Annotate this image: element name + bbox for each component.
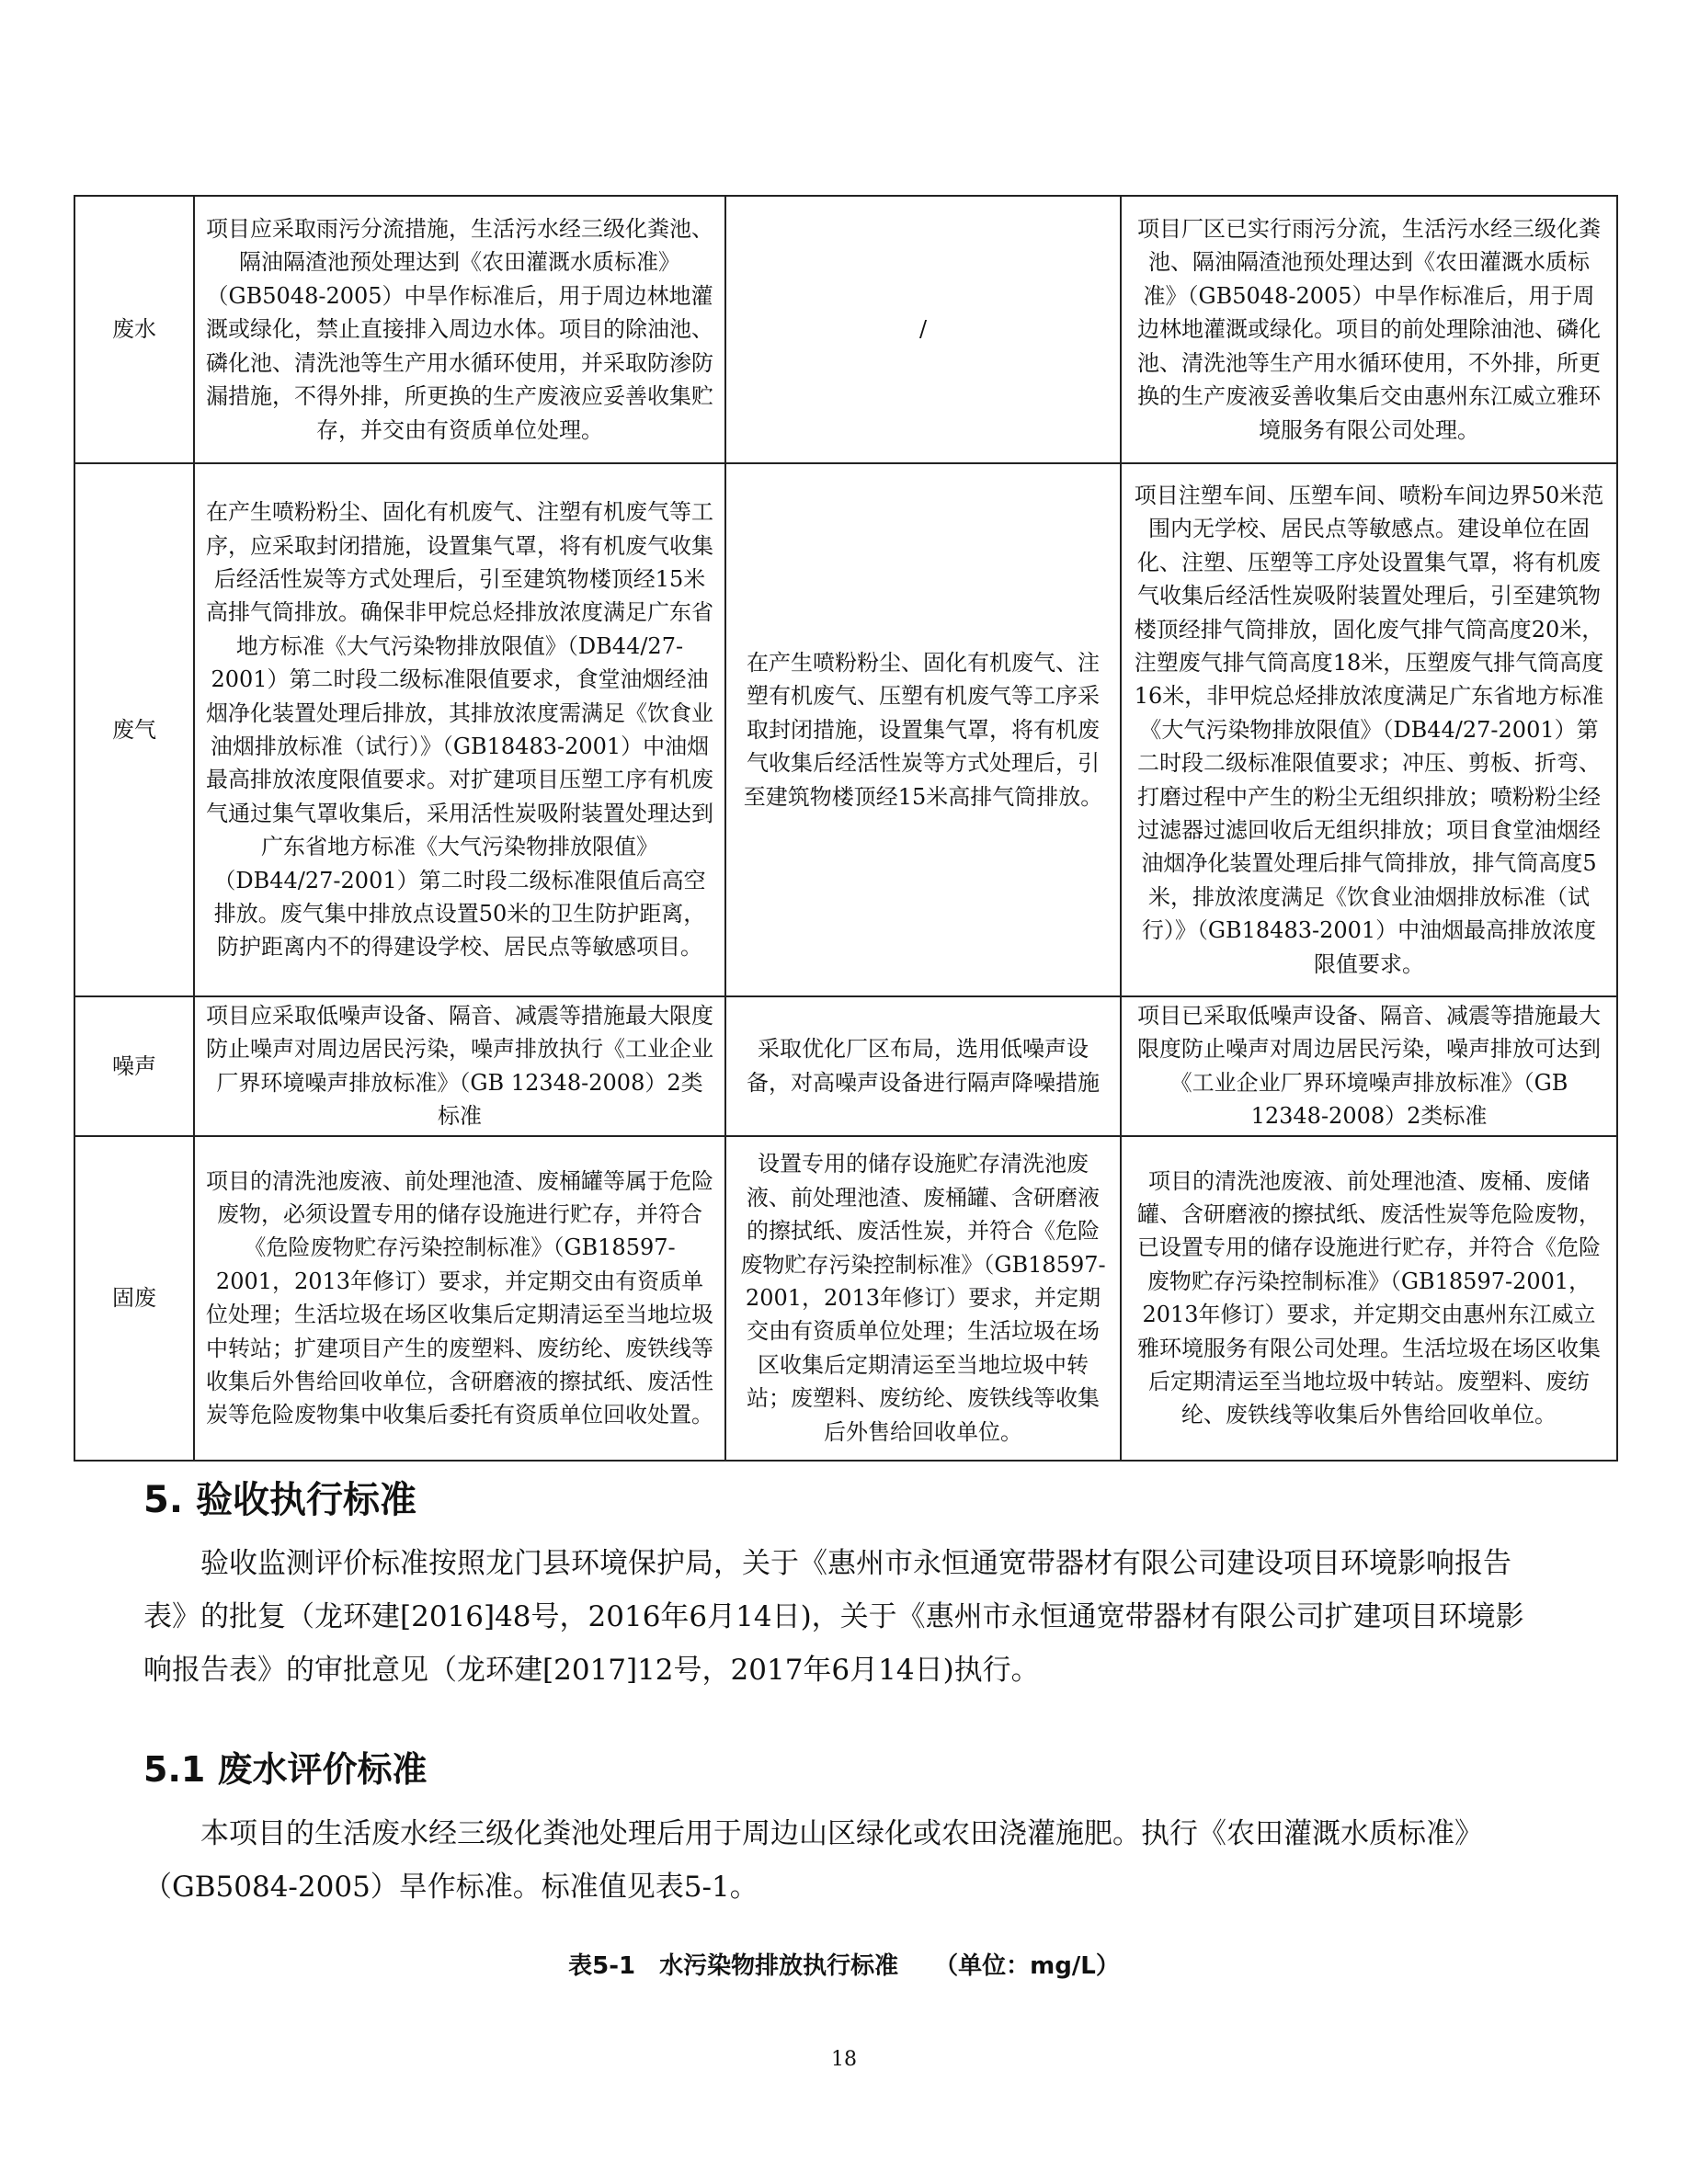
requirement-cell: 项目应采取低噪声设备、隔音、减震等措施最大限度防止噪声对周边居民污染，噪声排放执行《工业企业厂界环境噪声排放标准》（GB 12348-2008）2类标准: [194, 996, 725, 1136]
environmental-measures-table: [74, 195, 1618, 1462]
table-row-wastewater: [74, 196, 1617, 463]
status-cell: 项目注塑车间、压塑车间、喷粉车间边界50米范围内无学校、居民点等敏感点。建设单位在固化、注塑、压塑等工序处设置集气罩，将有机废气收集后经活性炭吸附装置处理后，引至建筑物楼顶经排气筒排放，固化废气排气筒高度20米，注塑废气排气筒高度18米，压塑废气排气筒高度16米，非甲烷总烃排放浓度满足广东省地方标准《大气污染物排放限值》（DB44/27-2001）第二时段二级标准限值要求；冲压、剪板、折弯、打磨过程中产生的粉尘无组织排放；喷粉粉尘经过滤器过滤回收后无组织排放；项目食堂油烟经油烟净化装置处理后排气筒排放，排气筒高度5米，排放浓度满足《饮食业油烟排放标准（试行）》（GB18483-2001）中油烟最高排放浓度限值要求。: [1121, 463, 1617, 996]
category-cell: 固废: [74, 1136, 194, 1461]
table-row-noise: [74, 996, 1617, 1136]
expansion-cell: 设置专用的储存设施贮存清洗池废液、前处理池渣、废桶罐、含研磨液的擦拭纸、废活性炭，并符合《危险废物贮存污染控制标准》（GB18597-2001，2013年修订）要求，并定期交由有资质单位处理；生活垃圾在场区收集后定期清运至当地垃圾中转站；废塑料、废纺纶、废铁线等收集后外售给回收单位。: [725, 1136, 1121, 1461]
status-cell: 项目已采取低噪声设备、隔音、减震等措施最大限度防止噪声对周边居民污染，噪声排放可达到《工业企业厂界环境噪声排放标准》（GB 12348-2008）2类标准: [1121, 996, 1617, 1136]
category-cell: 噪声: [74, 996, 194, 1136]
table-5-1-caption: 表5-1 水污染物排放执行标准 （单位：mg/L）: [568, 1952, 1120, 1980]
category-cell: 废气: [74, 463, 194, 996]
expansion-cell: 采取优化厂区布局，选用低噪声设备，对高噪声设备进行隔声降噪措施: [725, 996, 1121, 1136]
section-5-heading: 5. 验收执行标准: [143, 1479, 416, 1521]
requirement-cell: 在产生喷粉粉尘、固化有机废气、注塑有机废气等工序，应采取封闭措施，设置集气罩，将有机废气收集后经活性炭等方式处理后，引至建筑物楼顶经15米高排气筒排放。确保非甲烷总烃排放浓度满足广东省地方标准《大气污染物排放限值》（DB44/27-2001）第二时段二级标准限值要求，食堂油烟经油烟净化装置处理后排放，其排放浓度需满足《饮食业油烟排放标准（试行）》（GB18483-2001）中油烟最高排放浓度限值要求。对扩建项目压塑工序有机废气通过集气罩收集后，采用活性炭吸附装置处理达到广东省地方标准《大气污染物排放限值》（DB44/27-2001）第二时段二级标准限值后高空排放。废气集中排放点设置50米的卫生防护距离，防护距离内不的得建设学校、居民点等敏感项目。: [194, 463, 725, 996]
category-cell: 废水: [74, 196, 194, 463]
section-5-1-heading: 5.1 废水评价标准: [143, 1749, 428, 1790]
table-row-solid-waste: [74, 1136, 1617, 1461]
status-cell: 项目厂区已实行雨污分流，生活污水经三级化粪池、隔油隔渣池预处理达到《农田灌溉水质标准》（GB5048-2005）中旱作标准后，用于周边林地灌溉或绿化。项目的前处理除油池、磷化池、清洗池等生产用水循环使用，不外排，所更换的生产废液妥善收集后交由惠州东江威立雅环境服务有限公司处理。: [1121, 196, 1617, 463]
requirement-cell: 项目的清洗池废液、前处理池渣、废桶罐等属于危险废物，必须设置专用的储存设施进行贮存，并符合《危险废物贮存污染控制标准》（GB18597-2001，2013年修订）要求，并定期交由有资质单位处理；生活垃圾在场区收集后定期清运至当地垃圾中转站；扩建项目产生的废塑料、废纺纶、废铁线等收集后外售给回收单位，含研磨液的擦拭纸、废活性炭等危险废物集中收集后委托有资质单位回收处置。: [194, 1136, 725, 1461]
table-row-exhaust-gas: [74, 463, 1617, 996]
status-cell: 项目的清洗池废液、前处理池渣、废桶、废储罐、含研磨液的擦拭纸、废活性炭等危险废物，已设置专用的储存设施进行贮存，并符合《危险废物贮存污染控制标准》（GB18597-2001，2013年修订）要求，并定期交由惠州东江威立雅环境服务有限公司处理。生活垃圾在场区收集后定期清运至当地垃圾中转站。废塑料、废纺纶、废铁线等收集后外售给回收单位。: [1121, 1136, 1617, 1461]
page-number: 18: [831, 2048, 857, 2071]
section-5-paragraph: 验收监测评价标准按照龙门县环境保护局，关于《惠州市永恒通宽带器材有限公司建设项目环境影响报告表》的批复（龙环建[2016]48号，2016年6月14日)，关于《惠州市永恒通宽带器材有限公司扩建项目环境影响报告表》的审批意见（龙环建[2017]12号，2017年6月14日)执行。: [143, 1547, 1524, 1687]
requirement-cell: 项目应采取雨污分流措施，生活污水经三级化粪池、隔油隔渣池预处理达到《农田灌溉水质标准》（GB5048-2005）中旱作标准后，用于周边林地灌溉或绿化，禁止直接排入周边水体。项目的除油池、磷化池、清洗池等生产用水循环使用，并采取防渗防漏措施，不得外排，所更换的生产废液应妥善收集贮存，并交由有资质单位处理。: [194, 196, 725, 463]
expansion-cell: 在产生喷粉粉尘、固化有机废气、注塑有机废气、压塑有机废气等工序采取封闭措施，设置集气罩，将有机废气收集后经活性炭等方式处理后，引至建筑物楼顶经15米高排气筒排放。: [725, 463, 1121, 996]
expansion-cell: /: [725, 196, 1121, 463]
section-5-1-paragraph: 本项目的生活废水经三级化粪池处理后用于周边山区绿化或农田浇灌施肥。执行《农田灌溉水质标准》（GB5084-2005）旱作标准。标准值见表5-1。: [143, 1817, 1483, 1904]
